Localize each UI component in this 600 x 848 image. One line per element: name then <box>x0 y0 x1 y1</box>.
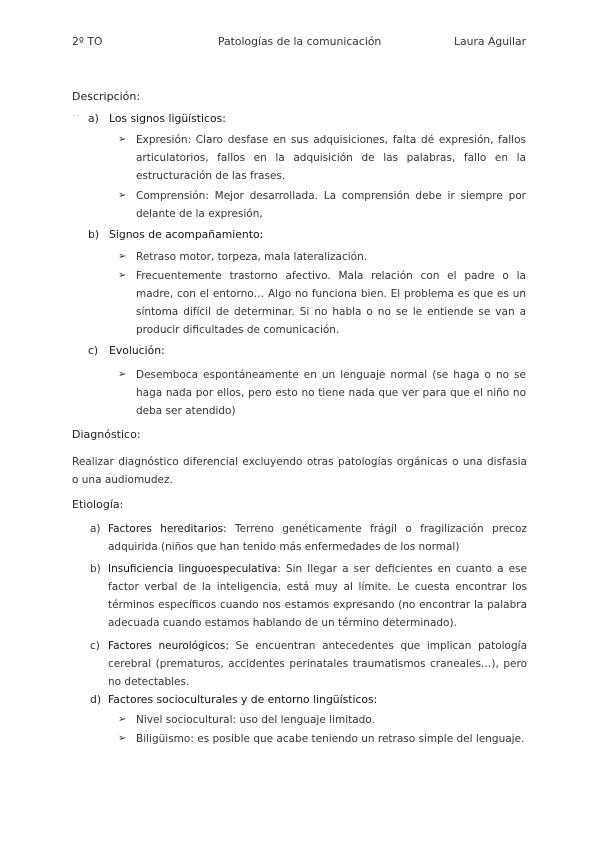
arrow-bullet-icon: ➢ <box>118 733 127 744</box>
subsection-b-title: Signos de acompañamiento: <box>109 228 264 241</box>
arrow-bullet-icon: ➢ <box>118 134 127 145</box>
list-item-evolucion: Desemboca espontáneamente en un lenguaje normal (se haga o no se haga nada por ellos, pero esto no tiene nada que ver para que el niño no deba ser atendido) <box>136 369 526 417</box>
section-title-diagnostico: Diagnóstico: <box>72 428 141 441</box>
subsection-a-title: Los signos ligüísticos: <box>109 112 226 125</box>
text-linguoespeculativa: Sin llegar a ser deficientes en cuanto a ese factor verbal de la inteligencia, está muy al límite. Le cuesta encontrar los términos específicos cuando nos estamos expresando (no encontrar la palabra adecuada cuando estamos hablando de un término determinado). <box>108 563 528 629</box>
etiologia-d-label: d) <box>90 693 102 706</box>
subsection-c-heading <box>88 344 165 357</box>
section-title-etiologia: Etiología: <box>72 498 124 511</box>
subsection-b-label: b) <box>88 228 100 241</box>
arrow-bullet-icon: ➢ <box>118 190 127 201</box>
etiologia-d-heading <box>90 693 377 706</box>
etiologia-d-title: Factores socioculturales y de entorno lingüísticos: <box>108 693 378 706</box>
list-item-nivel-sociocultural: Nivel sociocultural: uso del lenguaje limitado. <box>136 714 375 726</box>
term-hereditarios: Factores hereditarios: <box>108 523 227 535</box>
subsection-a-heading <box>88 112 226 125</box>
header-author: Laura Aguilar <box>454 35 527 48</box>
list-item-comprension: Comprensión: Mejor desarrollada. La comprensión debe ir siempre por delante de la expresión, <box>136 190 526 220</box>
subsection-b-heading <box>88 228 263 241</box>
arrow-bullet-icon: ➢ <box>118 369 127 380</box>
list-item-biliguismo: Biligüismo: es posible que acabe teniendo un retraso simple del lenguaje. <box>136 733 525 745</box>
etiologia-c-label: c) <box>90 640 100 652</box>
section-title-descripcion: Descripción: <box>72 90 141 103</box>
etiologia-b-label: b) <box>90 563 101 575</box>
etiologia-a-label: a) <box>90 523 101 535</box>
term-linguoespeculativa: Insuficiencia linguoespeculativa: <box>108 563 281 575</box>
etiologia-item-neurologicos <box>108 637 527 691</box>
header-course: 2º TO <box>72 35 103 48</box>
term-neurologicos: Factores neurológicos: <box>108 640 229 652</box>
subsection-c-label: c) <box>88 344 99 357</box>
stray-mark: .. <box>73 110 80 118</box>
etiologia-item-linguoespeculativa <box>108 560 527 632</box>
list-item-retraso-motor: Retraso motor, torpeza, mala lateralización. <box>136 251 368 263</box>
arrow-bullet-icon: ➢ <box>118 714 127 725</box>
subsection-c-title: Evolución: <box>109 344 165 357</box>
text-neurologicos: Se encuentran antecedentes que implican patología cerebral (prematuros, accidentes perinatales traumatismos craneales…), pero no detectables. <box>108 640 528 688</box>
subsection-a-label: a) <box>88 112 99 125</box>
arrow-bullet-icon: ➢ <box>118 270 127 281</box>
list-item-expresion: Expresión: Claro desfase en sus adquisiciones, falta dé expresión, fallos articulatorios, fallos en la adquisición de las palabras, fallo en la estructuración de las frases. <box>136 134 526 182</box>
etiologia-item-hereditarios <box>108 520 527 556</box>
diagnostico-paragraph: Realizar diagnóstico diferencial excluyendo otras patologías orgánicas o una disfasia o una audiomudez. <box>72 456 527 486</box>
header-subject: Patologías de la comunicación <box>218 35 382 48</box>
text-hereditarios: Terreno genéticamente frágil o fragilización precoz adquirida (niños que han tenido más enfermedades de los normal) <box>108 523 527 553</box>
arrow-bullet-icon: ➢ <box>118 251 127 262</box>
list-item-trastorno-afectivo: Frecuentemente trastorno afectivo. Mala relación con el padre o la madre, con el entorno… Algo no funciona bien. El problema es que es un síntoma difícil de determinar. Si no habla o no se le entiende se van a producir dificultades de comunicación. <box>136 270 526 336</box>
